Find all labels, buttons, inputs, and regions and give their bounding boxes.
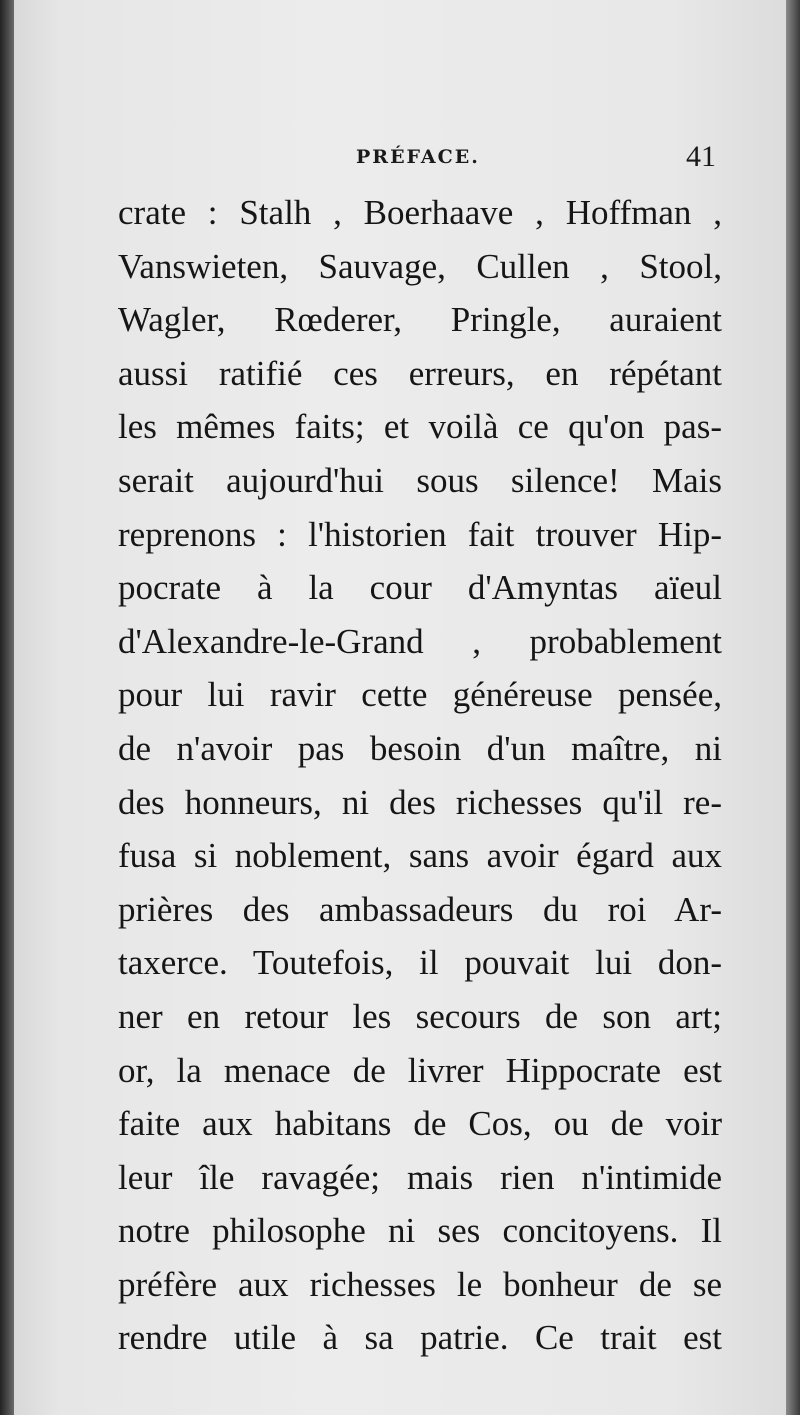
text-line: d'Alexandre-le-Grand , probablement [118,621,722,661]
text-line: serait aujourd'hui sous silence! Mais [118,460,722,500]
text-line: crate : Stalh , Boerhaave , Hoffman , [118,193,722,232]
text-line: rendre utile à sa patrie. Ce trait est [118,1318,722,1358]
text-line: Wagler, Rœderer, Pringle, auraient [118,300,722,340]
body-text [118,186,722,1365]
text-line: préfère aux richesses le bonheur de se [118,1264,722,1304]
running-head: PRÉFACE. [356,146,480,168]
text-line: taxerce. Toutefois, il pouvait lui don- [118,943,722,983]
page-left-edge [0,0,14,1415]
text-line: faite aux habitans de Cos, ou de voir [118,1104,722,1144]
text-line: de n'avoir pas besoin d'un maître, ni [118,728,722,768]
text-line: ner en retour les secours de son art; [118,996,722,1036]
book-page [14,0,786,1415]
text-line: aussi ratifié ces erreurs, en répétant [118,353,722,393]
text-line: pocrate à la cour d'Amyntas aïeul [118,568,722,608]
text-line: les mêmes faits; et voilà ce qu'on pas- [118,407,722,447]
text-line: leur île ravagée; mais rien n'intimide [118,1157,722,1197]
text-line: or, la menace de livrer Hippocrate est [118,1050,722,1090]
page-right-edge [786,0,800,1415]
text-line: reprenons : l'historien fait trouver Hip- [118,514,722,554]
text-line: notre philosophe ni ses concitoyens. Il [118,1211,722,1251]
text-line: des honneurs, ni des richesses qu'il re- [118,782,722,822]
text-line: pour lui ravir cette généreuse pensée, [118,675,722,715]
text-line: Vanswieten, Sauvage, Cullen , Stool, [118,246,722,286]
page-number: 41 [686,140,716,173]
text-line: fusa si noblement, sans avoir égard aux [118,836,722,876]
text-line: prières des ambassadeurs du roi Ar- [118,889,722,929]
